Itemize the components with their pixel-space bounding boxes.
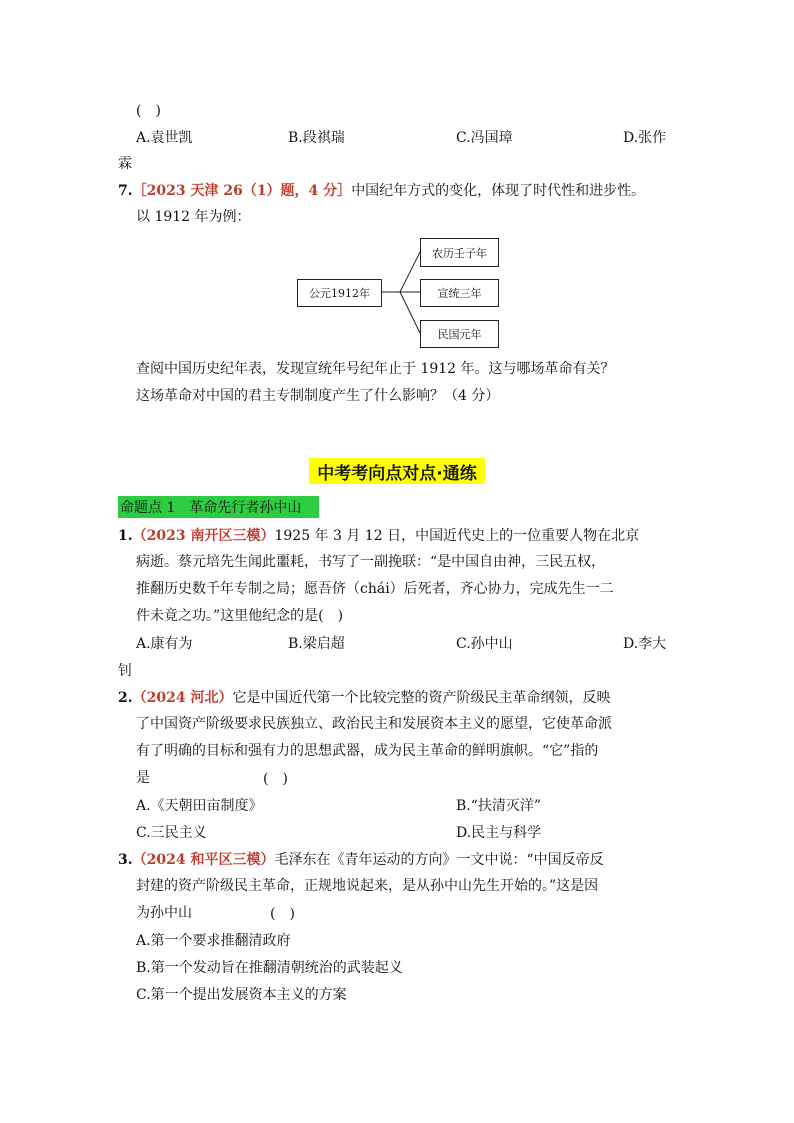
q3-number: 3.: [118, 852, 133, 868]
q1-number: 1.: [118, 528, 133, 544]
q7-diagram-branch-1: 农历壬子年: [420, 238, 499, 267]
q2-option-b: B.“扶清灭洋”: [456, 798, 542, 814]
q1-stem-4: 件未竟之功。”这里他纪念的是( ): [136, 608, 344, 624]
q7-diagram-center-box: 公元1912年: [297, 279, 382, 307]
q2-stem-1: 它是中国近代第一个比较完整的资产阶级民主革命纲领，反映: [232, 690, 611, 706]
q3-source: （2024 和平区三模）: [132, 852, 275, 868]
q2-option-d: D.民主与科学: [456, 825, 542, 841]
q7-source: ［2023 天津 26（1）题，4 分］: [132, 183, 352, 199]
q7-number: 7.: [118, 183, 133, 199]
q1-stem-1: 1925 年 3 月 12 日，中国近代史上的一位重要人物在北京: [274, 528, 640, 544]
q1-option-d: D.李大: [623, 636, 667, 652]
q6-option-d: D.张作: [623, 130, 667, 146]
q7-diagram-branch-3: 民国元年: [420, 320, 499, 348]
q1-stem-3: 推翻历史数千年专制之局；愿吾侪（chái）后死者，齐心协力，完成先生一二: [136, 581, 614, 597]
q7-stem-2: 以 1912 年为例：: [136, 209, 251, 225]
q7-diagram-branch-2: 宣统三年: [420, 279, 499, 307]
q1-option-d-wrap: 钊: [118, 663, 132, 679]
q3-stem-1: 毛泽东在《青年运动的方向》一文中说：“中国反帝反: [274, 852, 604, 868]
q3-line-1: [118, 849, 604, 869]
q2-number: 2.: [118, 690, 133, 706]
q6-option-a: A.袁世凯: [136, 130, 193, 146]
q3-option-c: C.第一个提出发展资本主义的方案: [136, 987, 347, 1003]
q2-answer-paren: ( ): [263, 771, 288, 787]
q2-stem-3: 有了明确的目标和强有力的思想武器，成为民主革命的鲜明旗帜。“它”指的: [136, 743, 599, 759]
q1-option-b: B.梁启超: [288, 636, 345, 652]
q3-answer-paren: ( ): [270, 906, 295, 922]
q1-line-1: [118, 525, 639, 545]
q2-stem-2: 了中国资产阶级要求民族独立、政治民主和发展资本主义的愿望，它使革命派: [136, 716, 612, 732]
q3-option-b: B.第一个发动旨在推翻清朝统治的武装起义: [136, 960, 403, 976]
q2-option-a: A.《天朝田亩制度》: [136, 798, 263, 814]
q7-ask-1: 查阅中国历史纪年表，发现宣统年号纪年止于 1912 年。这与哪场革命有关？: [136, 361, 615, 377]
q3-stem-2: 封建的资产阶级民主革命，正规地说起来，是从孙中山先生开始的。”这是因: [136, 878, 599, 894]
q2-option-c: C.三民主义: [136, 825, 207, 841]
q2-stem-4: 是: [136, 770, 150, 786]
q6-option-d-wrap: 霖: [118, 156, 132, 172]
q1-source: （2023 南开区三模）: [132, 528, 275, 544]
section-title: 中考考向点对点·通练: [309, 458, 485, 484]
q1-option-c: C.孙中山: [456, 636, 513, 652]
q7-diagram-connectors: [0, 0, 794, 400]
q2-line-1: [118, 687, 610, 707]
q7-stem-1: 中国纪年方式的变化，体现了时代性和进步性。: [351, 183, 646, 199]
q1-option-a: A.康有为: [136, 636, 193, 652]
q2-source: （2024 河北）: [132, 690, 233, 706]
q3-stem-3: 为孙中山: [136, 905, 192, 921]
q3-option-a: A.第一个要求推翻清政府: [136, 933, 291, 949]
topic-label: 命题点 1 革命先行者孙中山: [118, 496, 319, 518]
q6-answer-paren: ( ): [136, 103, 161, 119]
q6-option-b: B.段祺瑞: [288, 130, 345, 146]
q1-stem-2: 病逝。蔡元培先生闻此噩耗，书写了一副挽联：“是中国自由神，三民五权，: [136, 554, 606, 570]
q7-ask-2: 这场革命对中国的君主专制制度产生了什么影响？（4 分）: [136, 388, 500, 404]
q6-option-c: C.冯国璋: [456, 130, 513, 146]
